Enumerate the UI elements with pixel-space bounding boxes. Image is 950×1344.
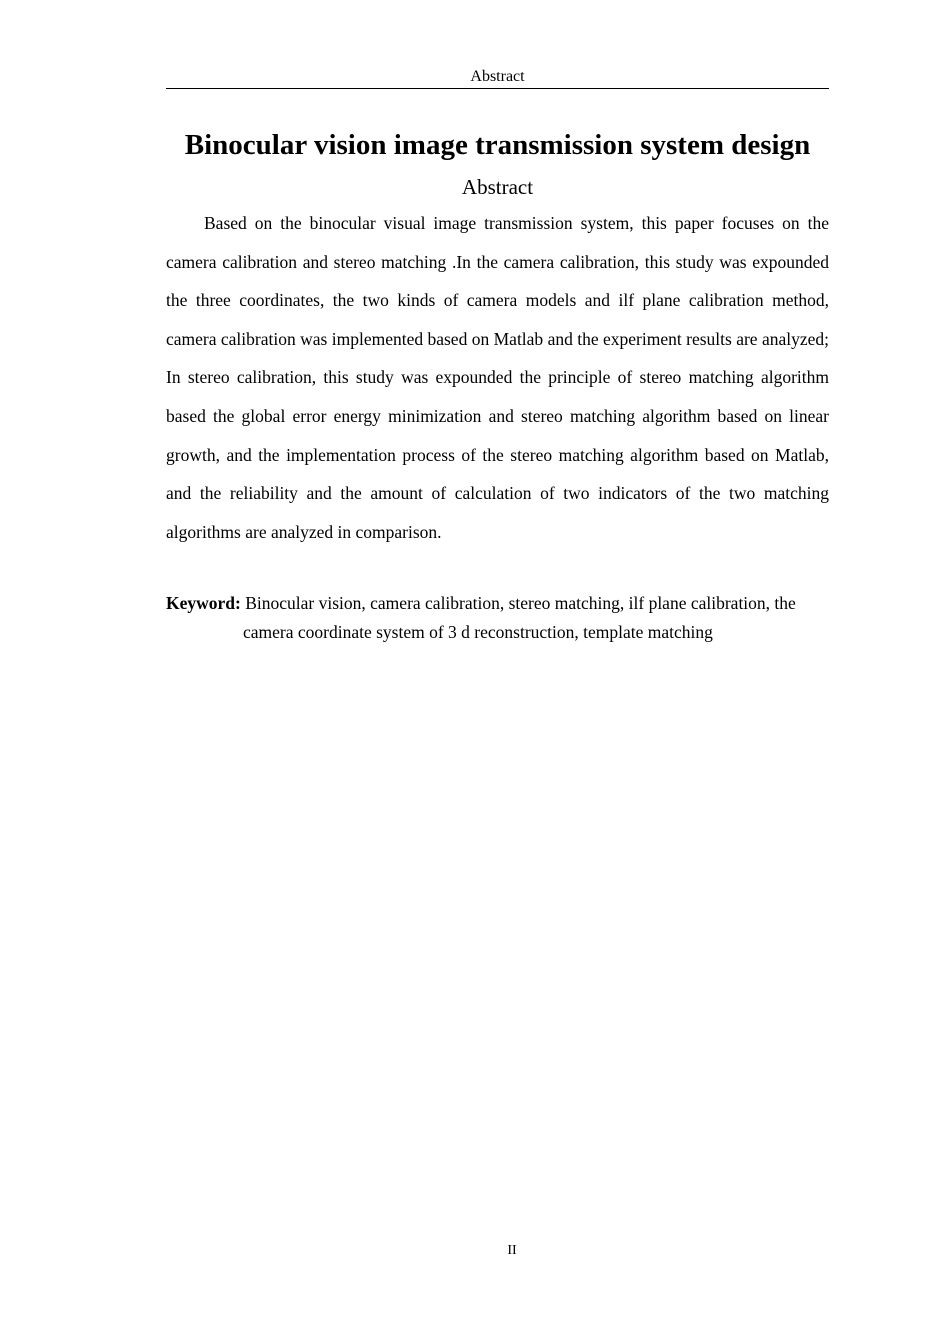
running-header: Abstract [470, 68, 525, 85]
header-rule [166, 88, 829, 89]
keywords-line [166, 589, 829, 647]
page-number: II [507, 1243, 517, 1258]
keywords-text: Binocular vision, camera calibration, stereo matching, ilf plane calibration, the camera coordinate system of 3 d reconstruction, template matching [243, 593, 796, 642]
document-title: Binocular vision image transmission system design [184, 129, 811, 161]
abstract-paragraph: Based on the binocular visual image transmission system, this paper focuses on the camera calibration and stereo matching .In the camera calibration, this study was expounded the three coordinates, the two kinds of camera models and ilf plane calibration method, camera calibration was implemented based on Matlab and the experiment results are analyzed; In stereo calibration, this study was expounded the principle of stereo matching algorithm based the global error energy minimization and stereo matching algorithm based on linear growth, and the implementation process of the stereo matching algorithm based on Matlab, and the reliability and the amount of calculation of two indicators of the two matching algorithms are analyzed in comparison. [166, 213, 829, 542]
abstract-heading: Abstract [461, 175, 534, 199]
keywords-label: Keyword: [166, 593, 241, 613]
